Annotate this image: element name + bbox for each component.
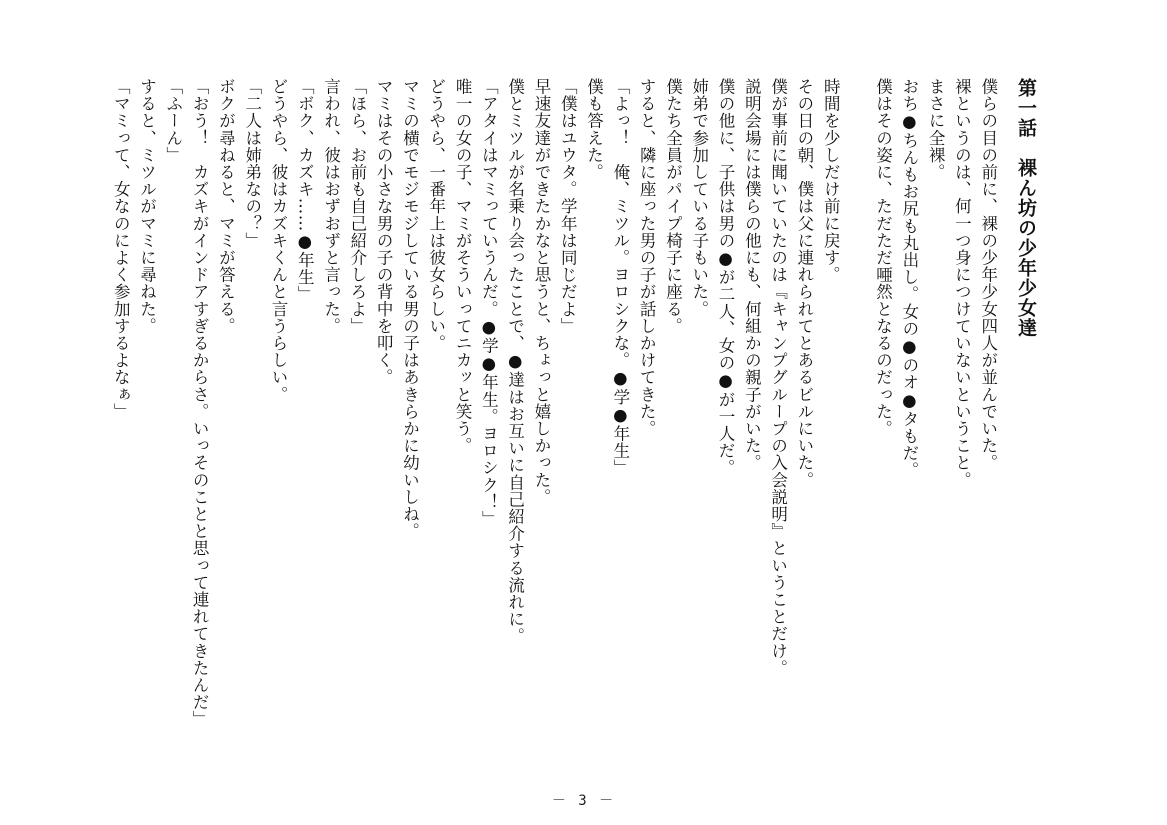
text-line: 唯一の女の子、マミがそういってニカッと笑う。 xyxy=(453,78,473,455)
text-line: マミの横でモジモジしている男の子はあきらかに幼いしね。 xyxy=(400,78,420,540)
text-line: 説明会場には僕らの他にも、何組かの親子がいた。 xyxy=(742,78,762,472)
text-line: ボクが尋ねると、マミが答える。 xyxy=(216,78,236,335)
text-line: 「よっ！ 俺、ミツル。ヨロシクな。●学●年生」 xyxy=(610,78,630,477)
text-line: 僕の他に、子供は男の●が二人、女の●が一人だ。 xyxy=(716,78,736,477)
text-line: 「ボク、カズキ……●年生」 xyxy=(295,78,315,303)
text-line: 僕はその姿に、ただただ唖然となるのだった。 xyxy=(873,78,893,438)
text-line: 「マミって、女なのによく参加するよなぁ」 xyxy=(111,78,131,420)
text-line: マミはその小さな男の子の背中を叩く。 xyxy=(374,78,394,386)
page-number: － 3 － xyxy=(551,793,616,809)
text-line: おち●ちんもお尻も丸出し。女の●のオ●タもだ。 xyxy=(899,78,919,479)
text-line: 「ほら、お前も自己紹介しろよ」 xyxy=(347,78,367,335)
text-line: どうやら、彼はカズキくんと言うらしい。 xyxy=(268,78,288,403)
text-line: 「二人は姉弟なの？」 xyxy=(242,78,262,249)
text-line: 僕とミツルが名乗り会ったことで、●達はお互いに自己紹介する流れに。 xyxy=(505,78,525,645)
text-line: 「おう！ カズキがインドアすぎるからさ。いっそのことと思って連れてきたんだ」 xyxy=(190,78,210,728)
text-line: 早速友達ができたかなと思うと、ちょっと嬉しかった。 xyxy=(531,78,551,506)
text-line: すると、隣に座った男の子が話しかけてきた。 xyxy=(637,78,657,438)
text-line: 僕らの目の前に、裸の少年少女四人が並んでいた。 xyxy=(978,78,998,472)
text-line: 「ふーん」 xyxy=(163,78,183,164)
text-line: 僕も答えた。 xyxy=(584,78,604,181)
vertical-text-body xyxy=(107,78,1039,738)
text-line: まさに全裸。 xyxy=(926,78,946,181)
text-line: 僕が事前に聞いていたのは『キャンプグループの入会説明』ということだけ。 xyxy=(768,78,788,677)
text-line: 言われ、彼はおずおずと言った。 xyxy=(321,78,341,335)
text-line: 裸というのは、何一つ身につけていないということ。 xyxy=(952,78,972,489)
text-line: その日の朝、僕は父に連れられてとあるビルにいた。 xyxy=(794,78,814,489)
paragraph-gap xyxy=(843,78,869,738)
text-line: 僕たち全員がパイプ椅子に座る。 xyxy=(663,78,683,335)
text-line: 「僕はユウタ。学年は同じだよ」 xyxy=(558,78,578,335)
text-line: どうやら、一番年上は彼女らしい。 xyxy=(426,78,446,352)
text-line: 姉弟で参加している子もいた。 xyxy=(689,78,709,318)
text-line: 時間を少しだけ前に戻す。 xyxy=(821,78,841,284)
chapter-title: 第一話 裸ん坊の少年少女達 xyxy=(1015,78,1037,338)
text-line: 「アタイはマミっていうんだ。●学●年生。ヨロシク！」 xyxy=(479,78,499,528)
text-line: すると、ミツルがマミに尋ねた。 xyxy=(137,78,157,335)
